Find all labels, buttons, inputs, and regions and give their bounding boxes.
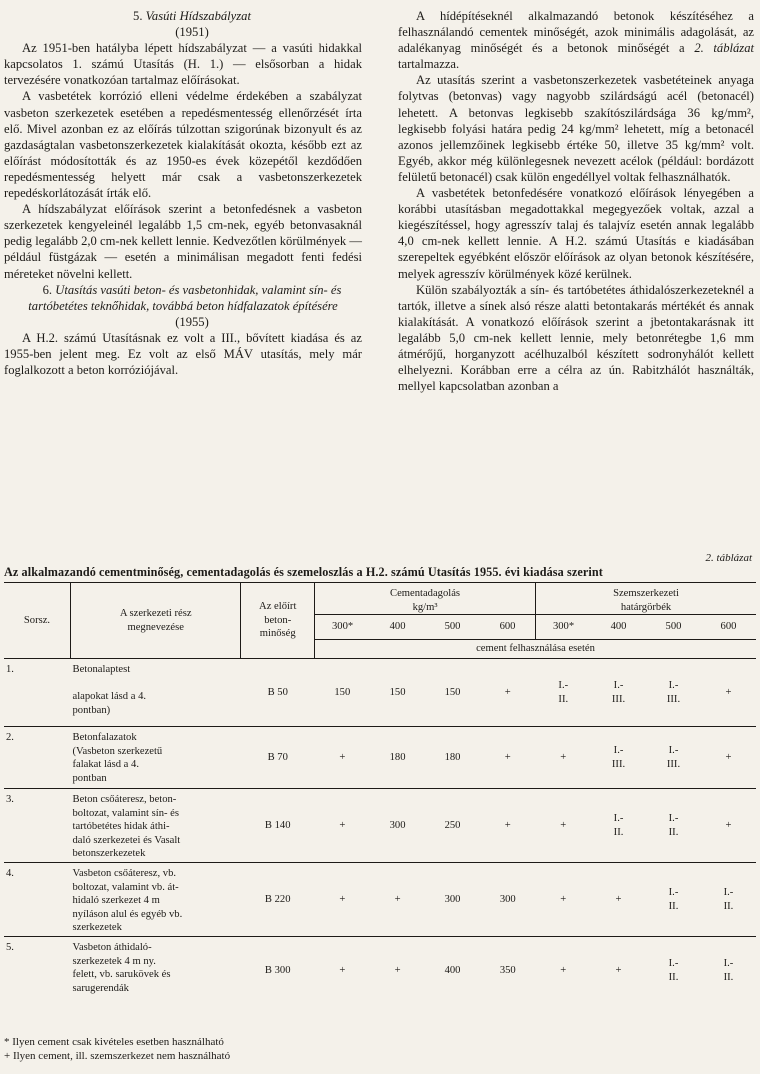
cell-grain-300: + (536, 789, 592, 863)
row-description: Vasbeton csőáteresz, vb. boltozat, valamint vb. át- hidaló szerkezet 4 m nyíláson alul és egyéb vb. szerkezetek (71, 863, 241, 937)
footnote-plus: + Ilyen cement, ill. szemszerkezet nem használható (4, 1050, 231, 1062)
row-description: Betonalaptest alapokat lásd a 4. pontban) (71, 659, 241, 727)
table-row (4, 937, 756, 1005)
row-number: 2. (4, 727, 71, 789)
cell-grain-600: I.- II. (701, 937, 756, 1005)
row-description: Vasbeton áthidaló- szerkezetek 4 m ny. felett, vb. sarukövek és sarugerendák (71, 937, 241, 1005)
left-column (4, 8, 362, 378)
cell-grain-400: I.- II. (591, 789, 646, 863)
cell-grain-300: + (536, 863, 592, 937)
section-6-year: (1955) (175, 314, 209, 329)
row-quality: B 220 (241, 863, 315, 937)
row-description: Betonfalazatok (Vasbeton szerkezetű falakat lásd a 4. pontban (71, 727, 241, 789)
cell-grain-500: I.- III. (646, 727, 701, 789)
table-row (4, 659, 756, 727)
paragraph: A H.2. számú Utasításnak ez volt a III., bővített kiadása és az 1955-ben jelent meg. Ez volt az első MÁV utasítás, mely már foglalkozott a beton korróziójával. (4, 330, 362, 378)
row-quality: B 70 (241, 727, 315, 789)
cell-dose-500: 180 (425, 727, 480, 789)
header-grain: Szemszerkezeti határgörbék (536, 583, 756, 615)
cell-dose-500: 300 (425, 863, 480, 937)
cell-dose-600: + (480, 789, 536, 863)
row-number: 3. (4, 789, 71, 863)
cell-dose-600: 350 (480, 937, 536, 1005)
paragraph: A hídépítéseknél alkalmazandó betonok készítéséhez a felhasználandó cementek minőségét, azok minimális adagolását, az adalékanyag minőségét és a betonok minőségét a 2. táblázat tartalmazza. (398, 9, 754, 72)
cell-dose-600: + (480, 727, 536, 789)
paragraph: A hídszabályzat előírások szerint a betonfedésnek a vasbeton szerkezetek kengyeleinél legalább 1,5 cm-nek, egyéb betonvasaknál pedig legalább 2,0 cm-nek kellett lennie. Kedvezőtlen körülmények — például füstgázak — esetén a minimálisan megadott fenti fedési méreteket növelni kellett. (4, 202, 362, 281)
cell-dose-300: + (315, 863, 371, 937)
cell-dose-400: 180 (370, 727, 425, 789)
column-header: 400 (389, 621, 406, 633)
table-row (4, 727, 756, 789)
section-6-title: Utasítás vasúti beton- és vasbetonhidak, valamint sín- és tartóbetétes teknőhidak, továbbá beton hídfalazatok építésére (28, 282, 342, 313)
cell-grain-500: I.- II. (646, 789, 701, 863)
cell-dose-300: + (315, 789, 371, 863)
section-6-heading (4, 282, 362, 314)
section-5-number: 5. (133, 9, 143, 23)
row-quality: B 50 (241, 659, 315, 727)
column-header: 400 (610, 621, 627, 633)
cell-grain-500: I.- II. (646, 863, 701, 937)
cell-dose-400: + (370, 937, 425, 1005)
section-6-number: 6. (42, 282, 53, 297)
table-row (4, 789, 756, 863)
column-header: 600 (720, 621, 737, 633)
cell-grain-400: I.- III. (591, 659, 646, 727)
section-5-title: Vasúti Hídszabályzat (145, 9, 251, 23)
column-header: 300* (315, 615, 371, 640)
column-header: 500 (665, 621, 682, 633)
header-dosage: Cementadagolás kg/m³ (315, 583, 536, 615)
cell-dose-300: 150 (315, 659, 371, 727)
cell-dose-400: + (370, 863, 425, 937)
cell-dose-600: 300 (480, 863, 536, 937)
header-quality: Az előírt beton- minőség (241, 583, 315, 659)
paragraph: A vasbetétek korrózió elleni védelme érdekében a szabályzat vasbeton szerkezetek esetében a repedésmentesség ellenőrzését írta elő. Mivel azonban ez az előírás túlzottan szigorúnak bizonyult és az gazdaságtalan vasbetonszerkezetek kialakítását okozta, később ezt az előírást módosították és az 1950-es évek közepétől kezdődően repedésmentesség helyett már csak a vasbetonszerkezetek repedéskorlátozását írták elő. (4, 89, 362, 201)
footnotes (4, 1035, 230, 1063)
cement-table (4, 582, 756, 1005)
cell-grain-400: + (591, 937, 646, 1005)
cell-grain-600: + (701, 789, 756, 863)
cell-dose-500: 400 (425, 937, 480, 1005)
paragraph: A vasbetétek betonfedésére vonatkozó előírások lényegében a korábbi utasításban megadottakkal megegyezőek voltak, azzal a kiegészítéssel, hogy agresszív talaj és talajvíz esetén annak legalább 4,0 cm-nek kellett lennie. A H.2. számú Utasítás e kiadásában szerepeltek egyébként először előírások az olyan betonok készítésére, melyek agresszív körülmények közé kerülnek. (398, 186, 754, 281)
cell-grain-600: + (701, 659, 756, 727)
cell-grain-600: + (701, 727, 756, 789)
header-sorsz: Sorsz. (4, 583, 71, 659)
cell-grain-600: I.- II. (701, 863, 756, 937)
section-5-year: (1951) (175, 25, 209, 40)
cell-dose-400: 300 (370, 789, 425, 863)
cell-dose-500: 250 (425, 789, 480, 863)
paragraph: Külön szabályozták a sín- és tartóbetétes áthidalószerkezeteknél a tartók, illetve a sínek alsó része alatti betontakarás mértékét és annak kialakítását. A vonatkozó előírások szerint a jbetontakarásnak itt legalább 5,0 cm-nek kellett lennie, mely betonrétegbe 1,6 mm átmérőjű, horganyzott acélhuzalból készített sodronyhálót kellett elhelyezni. Korábban erre a célra az ún. Rabitzhálót használták, mellyel kapcsolatban azonban a (398, 282, 754, 394)
cell-grain-500: I.- II. (646, 937, 701, 1005)
paragraph: Az 1951-ben hatályba lépett hídszabályzat — a vasúti hidakkal kapcsolatos 1. számú Utasítás (H. 1.) — elsősorban a hidak tervezésére vonatkozóan tartalmaz előírásokat. (4, 41, 362, 88)
cell-grain-300: + (536, 727, 592, 789)
cell-grain-400: I.- III. (591, 727, 646, 789)
row-quality: B 300 (241, 937, 315, 1005)
cell-grain-300: I.- II. (536, 659, 592, 727)
row-number: 4. (4, 863, 71, 937)
table-reference: 2. táblázat (694, 41, 754, 56)
row-number: 5. (4, 937, 71, 1005)
column-header: 600 (499, 621, 516, 633)
footnote-asterisk: * Ilyen cement csak kivételes esetben használható (4, 1036, 224, 1048)
cell-grain-400: + (591, 863, 646, 937)
cell-grain-500: I.- III. (646, 659, 701, 727)
header-usage: cement felhasználása esetén (315, 640, 756, 659)
header-part: A szerkezeti rész megnevezése (71, 583, 241, 659)
column-header: 300* (536, 615, 592, 640)
cell-dose-500: 150 (425, 659, 480, 727)
row-quality: B 140 (241, 789, 315, 863)
cell-dose-600: + (480, 659, 536, 727)
column-header: 500 (444, 621, 461, 633)
section-5-heading (4, 8, 362, 24)
cell-grain-300: + (536, 937, 592, 1005)
table-label: 2. táblázat (705, 552, 752, 564)
cell-dose-300: + (315, 937, 371, 1005)
right-column (398, 8, 754, 394)
row-description: Beton csőáteresz, beton- boltozat, valamint sín- és tartóbetétes hidak áthi- daló szerkezetei és Vasalt betonszerkezetek (71, 789, 241, 863)
table-title: Az alkalmazandó cementminőség, cementadagolás és szemeloszlás a H.2. számú Utasítás 1955. évi kiadása szerint (4, 565, 603, 579)
table-row (4, 863, 756, 937)
cell-dose-400: 150 (370, 659, 425, 727)
cell-dose-300: + (315, 727, 371, 789)
paragraph: Az utasítás szerint a vasbetonszerkezetek vasbetéteinek anyaga folytvas (betonvas) vagy nagyobb szilárdságú acél (betonacél) lehetett. A betonvas legkisebb szakítószilárdsága 36 kg/mm², legkisebb folyási határa pedig 24 kg/mm² lehetett, míg a betonacél azonos jellemzőinek legkisebb értéke 50, illetve 35 kg/mm² volt. Egyéb, akkor még különlegesnek nevezett acélok (például: bordázott felületű betonacél) csak külön engedéllyel voltak felhasználhatók. (398, 73, 754, 184)
row-number: 1. (4, 659, 71, 727)
